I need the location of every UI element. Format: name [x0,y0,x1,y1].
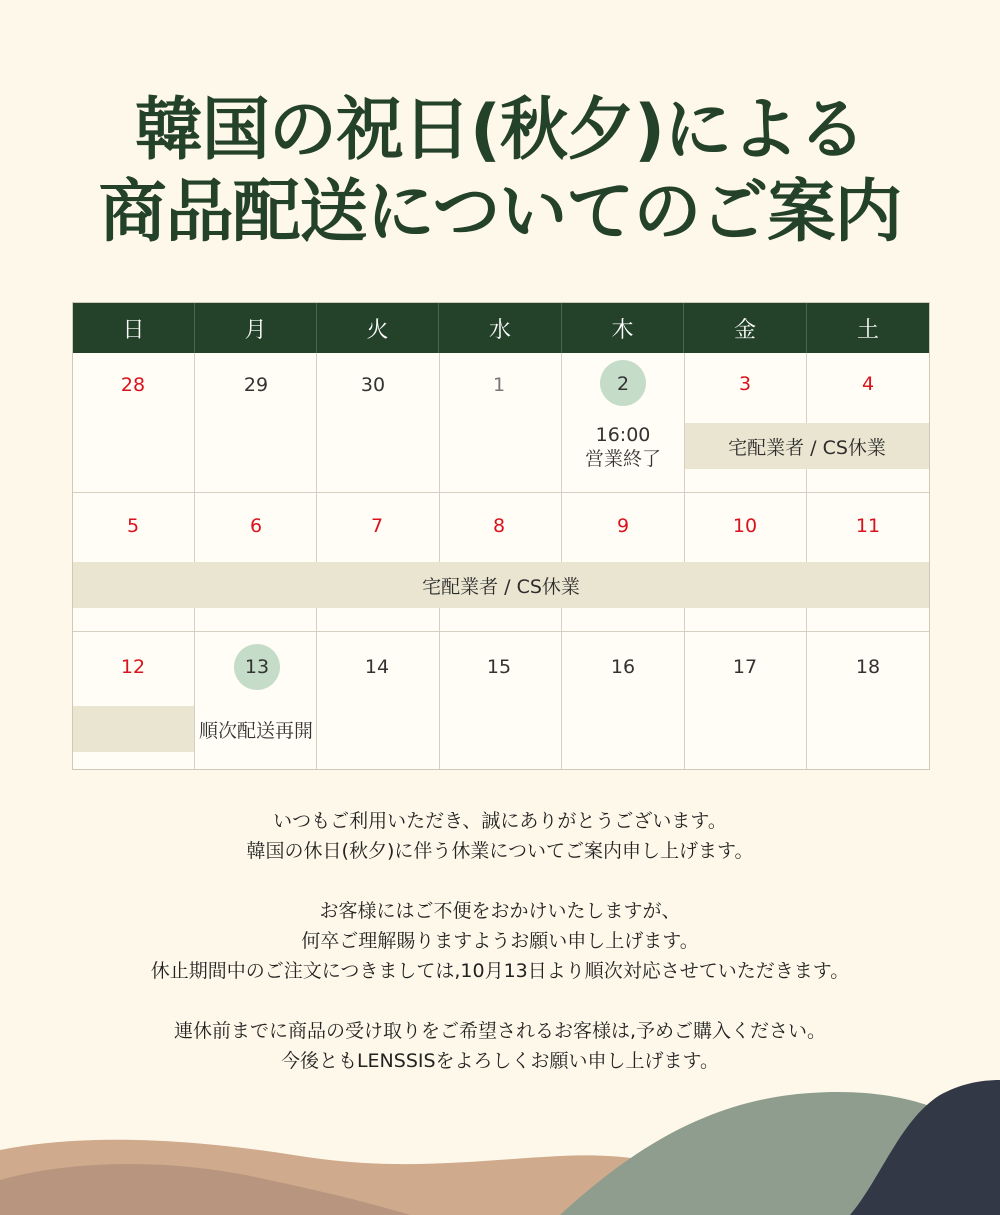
weekday-wed: 水 [439,303,562,353]
day-cell-1: 1 [492,374,506,396]
day-cell-2: 2 [616,373,630,395]
day-cell-10: 10 [732,515,758,537]
grid-line [561,353,562,769]
message-line: 休止期間中のご注文につきましては,10月13日より順次対応させていただきます。 [150,960,850,982]
grid-line [194,353,195,769]
weekday-tue: 火 [317,303,439,353]
weekday-sun: 日 [73,303,195,353]
title-line-1: 韓国の祝日(秋夕)による [134,91,866,170]
message-spacer [0,866,1000,896]
grid-line [684,353,685,769]
message-line: 連休前までに商品の受け取りをご希望されるお客様は,予めご購入ください。 [173,1020,827,1042]
day-cell-14: 14 [364,656,390,678]
day-cell-17: 17 [732,656,758,678]
day-cell-7: 7 [370,515,384,537]
weekday-sat: 土 [856,317,879,343]
day-cell-28: 28 [120,374,146,396]
message-line: 今後ともLENSSISをよろしくお願い申し上げます。 [280,1050,720,1072]
page-title [0,90,1000,254]
weekday-mon: 月 [195,303,317,353]
holiday-calendar [72,302,930,770]
day-cell-11: 11 [855,515,881,537]
holiday-band-end [73,706,194,752]
closing-note [562,423,684,471]
day-cell-13: 13 [244,656,270,678]
message-line: 韓国の休日(秋夕)に伴う休業についてご案内申し上げます。 [246,840,754,862]
resume-note: 順次配送再開 [198,720,313,742]
weekday-thu: 木 [562,303,684,353]
day-cell-30: 30 [360,374,386,396]
day-cell-15: 15 [486,656,512,678]
message-spacer [0,986,1000,1016]
message-line: お客様にはご不便をおかけいたしますが、 [319,900,681,922]
weekday-fri: 金 [684,303,807,353]
day-cell-5: 5 [126,515,140,537]
closing-time: 16:00 [595,424,651,446]
day-cell-9: 9 [616,515,630,537]
grid-line [439,353,440,769]
grid-line [73,631,929,632]
day-cell-29: 29 [243,374,269,396]
holiday-band: 宅配業者 / CS休業 [73,562,929,608]
message-line: いつもご利用いただき、誠にありがとうございます。 [273,810,727,832]
day-cell-18: 18 [855,656,881,678]
closing-label: 営業終了 [584,448,661,470]
grid-line [73,492,929,493]
grid-line [316,353,317,769]
notice-message [0,806,1000,1076]
day-cell-12: 12 [120,656,146,678]
decorative-waves [0,1060,1000,1215]
day-cell-8: 8 [492,515,506,537]
holiday-band: 宅配業者 / CS休業 [685,423,929,469]
day-cell-16: 16 [610,656,636,678]
day-cell-3: 3 [738,373,752,395]
day-cell-6: 6 [249,515,263,537]
grid-line [806,353,807,769]
message-line: 何卒ご理解賜りますようお願い申し上げます。 [301,930,699,952]
day-cell-4: 4 [861,373,875,395]
title-line-2: 商品配送についてのご案内 [98,173,902,252]
calendar-header [73,303,929,353]
